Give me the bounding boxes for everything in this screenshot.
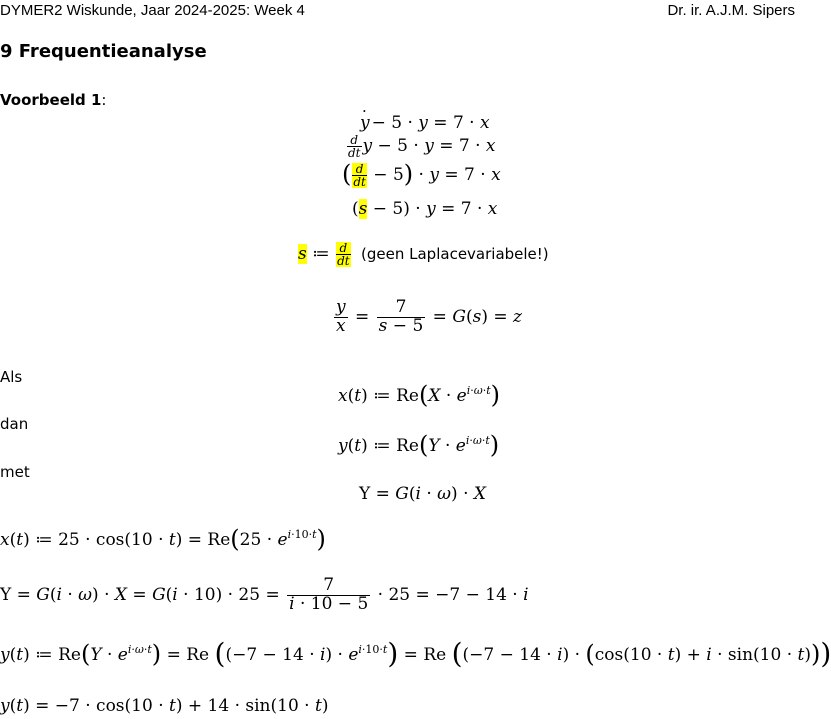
equation-ode: y · − 5 · y = 7 · x (360, 113, 490, 133)
document-header-right: Dr. ir. A.J.M. Sipers (667, 2, 795, 19)
equation-s-form: (s − 5) · y = 7 · x (352, 199, 498, 219)
equation-derivative: $\frac{d}{dt}$ y − 5 · y = 7 · x (348, 133, 496, 160)
example-label (0, 91, 106, 109)
label-met: met (0, 463, 30, 481)
definition-note: (geen Laplacevariabele!) (361, 245, 549, 263)
input-definition: x(t) ≔ $Re(X \cdot e^{i\cdot\omega\cdot t})$ (338, 381, 501, 409)
definition-s: s ≔ $\frac{d}{dt}$ (geen Laplacevariabele!) (298, 241, 549, 268)
section-title: 9 Frequentieanalyse (0, 41, 207, 62)
output-definition: y(t) ≔ $Re(Y \cdot e^{i\cdot\omega\cdot t})$ (338, 431, 500, 459)
transfer-function: $\frac{y}{x}$ = $\frac{7}{s - 5}$ = G(s) = z (336, 297, 522, 336)
example-output-expansion: y(t) ≔ $Re(Y \cdot e^{i\cdot\omega\cdot t}) = Re$ $((-7 - 14 \cdot i) \cdot e^{i\cdot 10\cdot t}) = Re$ ((−7 − 14 · i) · (cos(10 · t) + i · sin(10 · t))) (0, 637, 831, 670)
example-phasor: Y = G(i · ω) · X = G(i · 10) · 25 = $\frac{7}{i \cdot 10 - 5}$ · 25 = −7 − 14 · i (0, 575, 529, 614)
label-als: Als (0, 368, 23, 386)
label-dan: dan (0, 415, 29, 433)
document-header-left: DYMER2 Wiskunde, Jaar 2024-2025: Week 4 (0, 2, 305, 19)
example-input: x(t) ≔ $25 \cdot \cos(10 \cdot t) = Re(25 \cdot e^{i\cdot 10\cdot t})$ (0, 525, 326, 553)
example-label-colon: : (101, 91, 107, 109)
phasor-relation: Y = G(i · ω) · X (359, 484, 486, 504)
example-label-bold: Voorbeeld 1 (0, 91, 102, 109)
equation-operator: ( $\frac{d}{dt}$ − 5) · y = 7 · x (342, 160, 501, 189)
example-output-result: y(t) = −7 · cos(10 · t) + 14 · sin(10 · t) (0, 696, 329, 716)
